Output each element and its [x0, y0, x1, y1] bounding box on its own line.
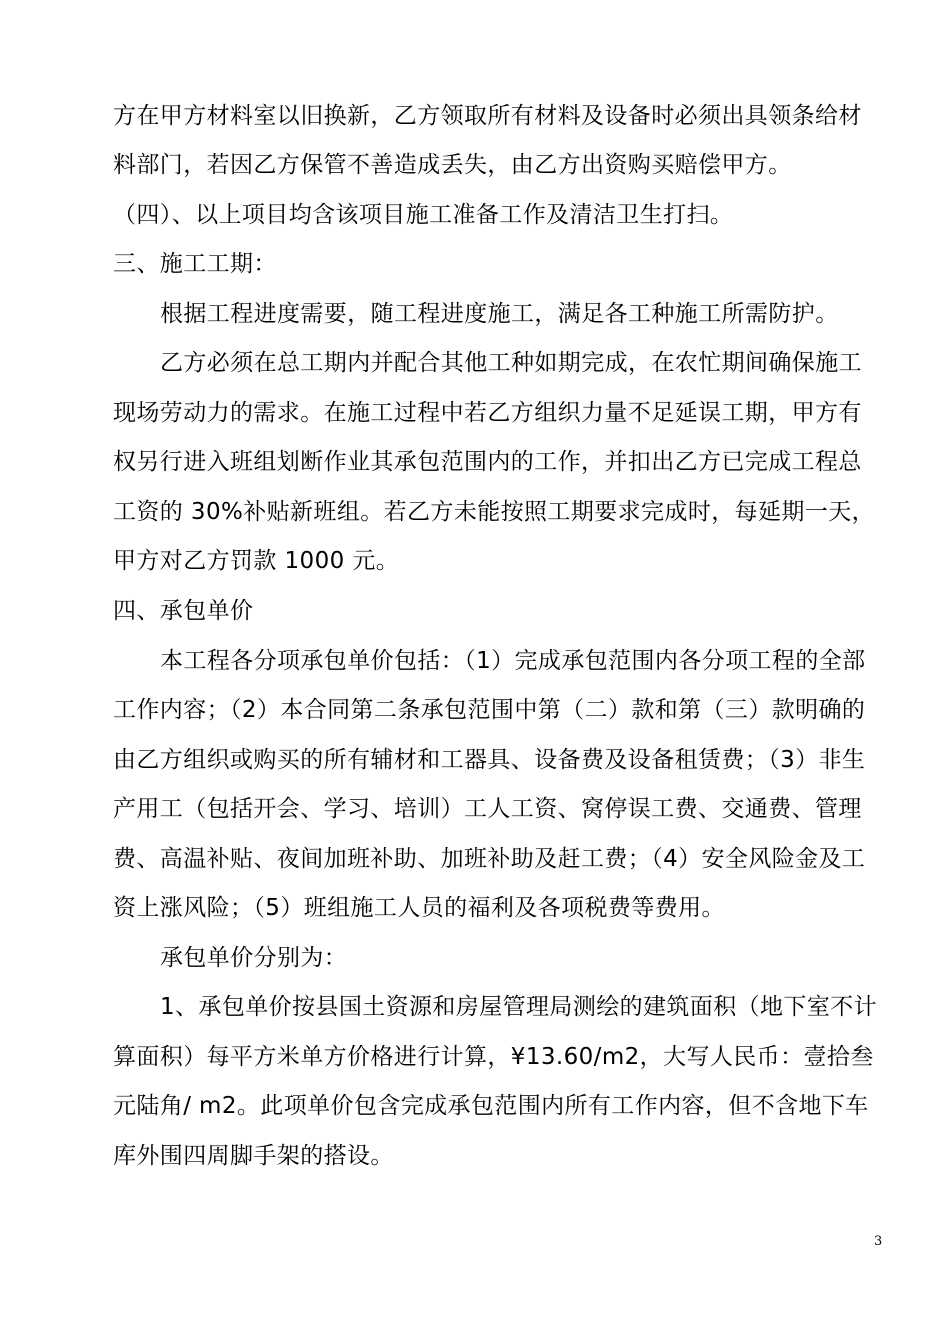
text-line: 算面积）每平方米单方价格进行计算，¥13.60/m2，大写人民币：壹拾叁 — [113, 1044, 874, 1070]
text-line: 库外围四周脚手架的搭设。 — [113, 1143, 394, 1169]
text-line: 承包单价分别为： — [160, 945, 348, 971]
text-line: 料部门，若因乙方保管不善造成丢失，由乙方出资购买赔偿甲方。 — [113, 152, 792, 178]
page-number: 3 — [874, 1234, 883, 1249]
text-line: 费、高温补贴、夜间加班补助、加班补助及赶工费；（4）安全风险金及工 — [113, 846, 866, 872]
text-line: 工作内容；（2）本合同第二条承包范围中第（二）款和第（三）款明确的 — [113, 697, 866, 723]
text-line: 乙方必须在总工期内并配合其他工种如期完成，在农忙期间确保施工 — [160, 350, 862, 376]
text-line: 方在甲方材料室以旧换新，乙方领取所有材料及设备时必须出具领条给材 — [113, 103, 862, 129]
text-line: 现场劳动力的需求。在施工过程中若乙方组织力量不足延误工期，甲方有 — [113, 400, 862, 426]
text-line: 本工程各分项承包单价包括：（1）完成承包范围内各分项工程的全部 — [160, 648, 866, 674]
section-heading: 四、承包单价 — [113, 598, 254, 624]
text-line: 根据工程进度需要，随工程进度施工，满足各工种施工所需防护。 — [160, 301, 839, 327]
text-line: 1、承包单价按县国土资源和房屋管理局测绘的建筑面积（地下室不计 — [160, 994, 878, 1020]
text-line: 工资的 30%补贴新班组。若乙方未能按照工期要求完成时，每延期一天， — [113, 499, 876, 525]
text-line: （四）、以上项目均含该项目施工准备工作及清洁卫生打扫。 — [113, 202, 734, 228]
text-line: 由乙方组织或购买的所有辅材和工器具、设备费及设备租赁费；（3）非生 — [113, 747, 866, 773]
text-line: 产用工（包括开会、学习、培训）工人工资、窝停误工费、交通费、管理 — [113, 796, 862, 822]
text-line: 甲方对乙方罚款 1000 元。 — [113, 548, 400, 574]
text-line: 资上涨风险；（5）班组施工人员的福利及各项税费等费用。 — [113, 895, 725, 921]
text-line: 元陆角/ m2。此项单价包含完成承包范围内所有工作内容，但不含地下车 — [113, 1093, 869, 1119]
text-line: 权另行进入班组划断作业其承包范围内的工作，并扣出乙方已完成工程总 — [113, 449, 862, 475]
section-heading: 三、施工工期： — [113, 251, 277, 277]
